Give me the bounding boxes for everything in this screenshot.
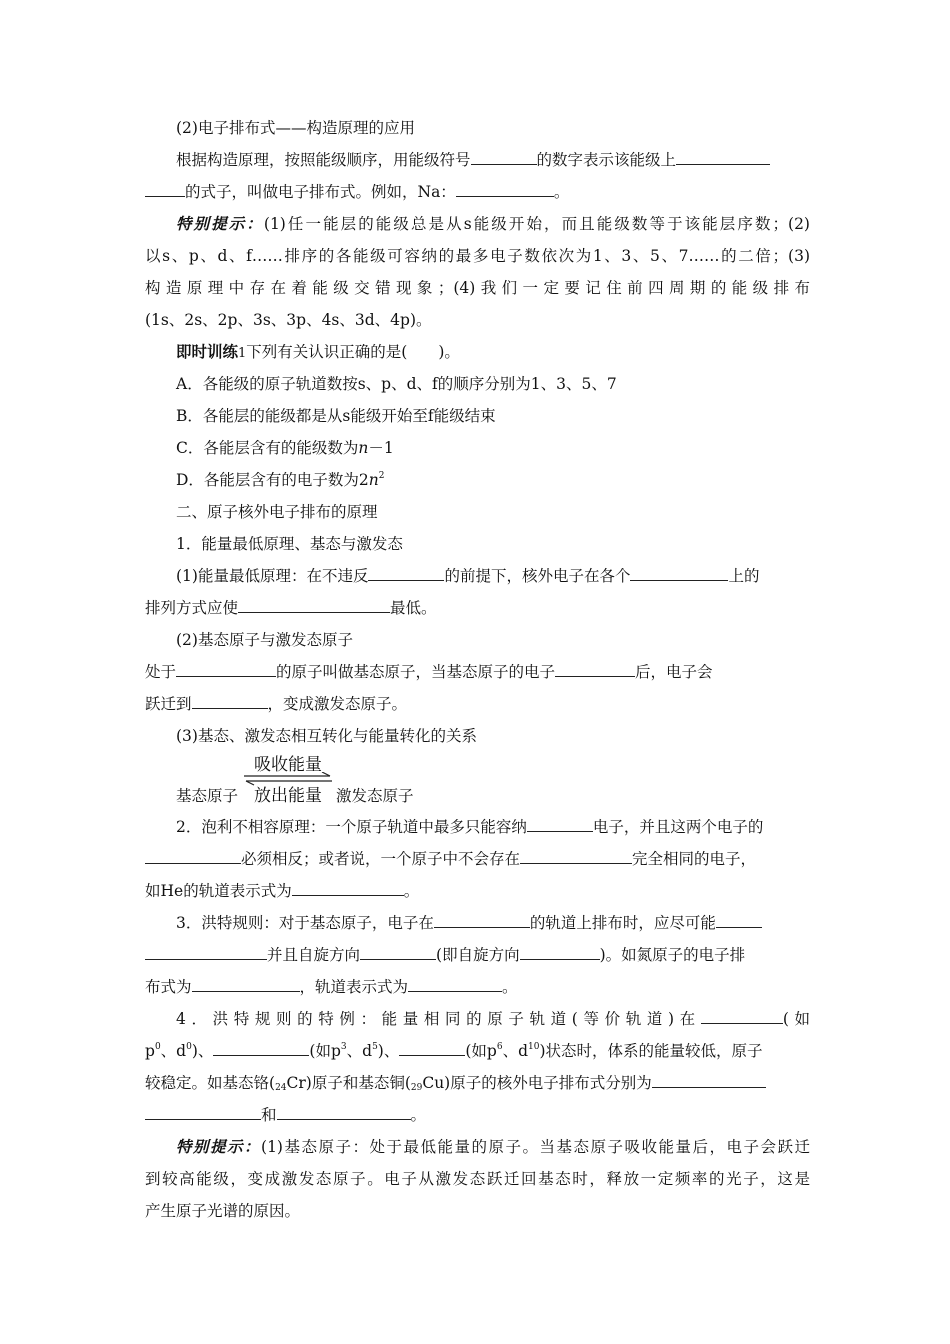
paragraph-line [145,1104,810,1126]
blank[interactable] [145,848,241,864]
option-c[interactable] [176,437,810,459]
training-question [176,341,810,365]
paragraph-line [145,944,810,966]
blank[interactable] [520,848,632,864]
text: Cu)原子的核外电子排布式分别为 [422,1074,652,1092]
paragraph-line [176,912,810,934]
paragraph-line [176,149,810,171]
option-a[interactable]: A．各能级的原子轨道数按s、p、d、f的顺序分别为1、3、5、7 [176,375,617,393]
text: D．各能层含有的电子数为2 [176,471,369,489]
blank[interactable] [652,1072,766,1088]
tip-label: 特别提示： [176,1137,262,1156]
tip-line: 产生原子光谱的原因。 [145,1202,301,1220]
text: )状态时，体系的能量较低，原子 [539,1042,763,1060]
training-label: 即时训练 [176,342,239,361]
text: 3．洪特规则：对于基态原子，电子在 [176,914,434,932]
text: 。 [403,882,420,900]
text: 的数字表示该能级上 [536,151,677,169]
paragraph-line [176,565,810,587]
superscript: 0 [154,1042,161,1052]
superscript: 6 [496,1042,503,1052]
text: 2．泡利不相容原理：一个原子轨道中最多只能容纳 [176,818,527,836]
option-b[interactable]: B．各能层的能级都是从s能级开始至f能级结束 [176,407,496,425]
subsection-title: 1．能量最低原理、基态与激发态 [176,535,403,553]
tip-line: 到较高能级，变成激发态原子。电子从激发态跃迁回基态时，释放一定频率的光子，这是 [145,1170,810,1188]
excited-state-label: 激发态原子 [336,787,414,805]
release-energy-label: 放出能量 [254,786,322,806]
tip-line: 以s、p、d、f……排序的各能级可容纳的最多电子数依次为1、3、5、7……的二倍；(3) [145,247,810,265]
text: ，变成激发态原子。 [267,695,408,713]
section-heading: 二、原子核外电子排布的原理 [176,503,378,521]
paragraph-line [176,816,810,838]
tip-line [176,1136,810,1158]
text: 和 [261,1106,277,1124]
text: 最低。 [390,599,437,617]
text: ，轨道表示式为 [299,978,409,996]
blank[interactable] [145,944,267,960]
subscript: 24 [275,1083,287,1093]
blank[interactable] [701,1008,783,1024]
text: 较稳定。如基态铬( [145,1074,276,1092]
blank[interactable] [277,1104,411,1120]
text: 后，电子会 [635,663,713,681]
text: (如p [465,1042,497,1060]
paragraph-line [145,880,810,902]
blank[interactable] [145,1104,261,1120]
blank[interactable] [176,661,276,677]
text: )。如氮原子的电子排 [599,946,746,964]
text: 的前提下，核外电子在各个 [444,567,631,585]
paragraph-line [145,848,810,870]
paragraph-line [145,1040,810,1062]
text: 、d [346,1042,373,1060]
blank[interactable] [471,149,537,165]
blank[interactable] [456,181,554,197]
blank[interactable] [192,693,268,709]
text: 必须相反；或者说，一个原子中不会存在 [241,850,521,868]
paragraph-line [145,661,810,683]
text: 上的 [728,567,760,585]
blank[interactable] [434,912,530,928]
blank[interactable] [676,149,770,165]
text: (即自旋方向 [436,946,520,964]
superscript: 3 [340,1042,347,1052]
text: 电子，并且这两个电子的 [592,818,764,836]
text: 。 [553,183,570,201]
text: 处于 [145,663,177,681]
text: (如 [782,1010,810,1028]
text: 跃迁到 [145,695,192,713]
superscript: 2 [378,471,385,481]
blank[interactable] [520,944,600,960]
text: 、d [160,1042,187,1060]
text: 的原子叫做基态原子，当基态原子的电子 [276,663,556,681]
text: 如He的轨道表示式为 [145,882,292,900]
text: 布式为 [145,978,192,996]
text: C．各能层含有的能级数为 [176,439,359,457]
text: (1)任一能层的能级总是从s能级开始，而且能级数等于该能层序数；(2) [263,215,810,233]
subheading-electron-config: (2)电子排布式——构造原理的应用 [176,119,415,137]
blank[interactable] [408,976,502,992]
blank[interactable] [716,912,762,928]
option-d[interactable] [176,469,810,491]
blank[interactable] [192,976,300,992]
paragraph-line [145,181,810,203]
text: 。 [502,978,518,996]
text: 、d [502,1042,529,1060]
text: 完全相同的电子， [632,850,757,868]
blank[interactable] [292,880,404,896]
variable: n [368,471,379,489]
text: 4．洪特规则的特例：能量相同的原子轨道(等价轨道)在 [176,1010,701,1028]
text: 下列有关认识正确的是( )。 [246,343,460,361]
text: p [145,1042,155,1060]
blank[interactable] [360,944,436,960]
text: )、 [191,1042,214,1060]
tip-line: (1s、2s、2p、3s、3p、4s、3d、4p)。 [145,311,432,329]
text: 并且自旋方向 [267,946,361,964]
variable: n [358,439,369,457]
blank[interactable] [399,1040,465,1056]
blank[interactable] [555,661,635,677]
text: －1 [368,439,394,457]
training-number: 1 [238,346,247,361]
absorb-energy-label: 吸收能量 [254,755,322,775]
blank[interactable] [368,565,444,581]
text: )、 [377,1042,400,1060]
paragraph-line [176,1008,810,1030]
blank[interactable] [238,597,390,613]
text: 。 [410,1106,427,1124]
energy-transition-equation [176,750,436,810]
paragraph-line [145,693,810,715]
blank[interactable] [213,1040,309,1056]
text: (1)基态原子：处于最低能量的原子。当基态原子吸收能量后，电子会跃迁 [261,1138,810,1156]
text: 的式子，叫做电子排布式。例如，Na： [185,183,456,201]
paragraph-line [145,1072,810,1094]
text: (1)能量最低原理：在不违反 [176,567,369,585]
subheading: (2)基态原子与激发态原子 [176,631,353,649]
text: 的轨道上排布时，应尽可能 [529,914,716,932]
tip-line: 构造原理中存在着能级交错现象；(4)我们一定要记住前四周期的能级排布 [145,279,810,297]
subscript: 29 [410,1083,423,1093]
blank[interactable] [145,181,185,197]
superscript: 5 [372,1042,378,1052]
subheading: (3)基态、激发态相互转化与能量转化的关系 [176,727,477,745]
blank[interactable] [630,565,728,581]
text: 根据构造原理，按照能级顺序，用能级符号 [176,151,471,169]
paragraph-line [145,597,810,619]
ground-state-label: 基态原子 [176,787,239,805]
paragraph-line [145,976,810,998]
tip-line [176,213,810,235]
superscript: 0 [186,1042,192,1052]
blank[interactable] [527,816,593,832]
text: 排列方式应使 [145,599,239,617]
tip-label: 特别提示： [176,214,264,233]
superscript: 10 [528,1042,540,1052]
text: (如p [309,1042,341,1060]
text: Cr)原子和基态铜( [286,1074,411,1092]
